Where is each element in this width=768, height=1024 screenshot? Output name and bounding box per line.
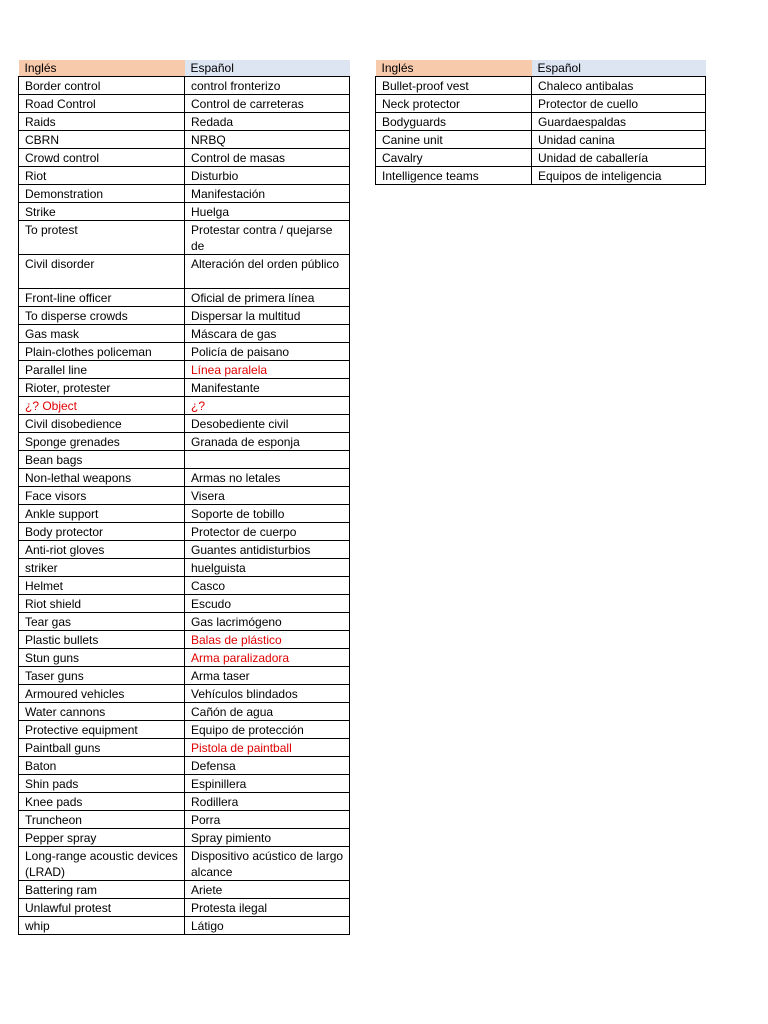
table-header <box>19 60 350 77</box>
english-term: Border control <box>19 77 185 95</box>
table-row <box>19 880 350 898</box>
english-term: Ankle support <box>19 504 185 522</box>
spanish-term: Vehículos blindados <box>185 684 350 702</box>
table-row <box>19 306 350 324</box>
english-term: Civil disobedience <box>19 414 185 432</box>
spanish-term: Rodillera <box>185 792 350 810</box>
spanish-term: Protesta ilegal <box>185 898 350 916</box>
table-row <box>19 558 350 576</box>
header-english: Inglés <box>376 60 532 77</box>
spanish-term: Policía de paisano <box>185 342 350 360</box>
spanish-term: Granada de esponja <box>185 432 350 450</box>
english-term: Road Control <box>19 95 185 113</box>
english-term: Armoured vehicles <box>19 684 185 702</box>
spanish-term: Soporte de tobillo <box>185 504 350 522</box>
spanish-term: Máscara de gas <box>185 324 350 342</box>
table-row <box>376 167 706 185</box>
table-row <box>19 828 350 846</box>
table-row <box>376 95 706 113</box>
spanish-term: Dispositivo acústico de largo alcance <box>185 846 350 880</box>
spanish-term: huelguista <box>185 558 350 576</box>
english-term: Helmet <box>19 576 185 594</box>
table-row <box>376 149 706 167</box>
table-row <box>19 288 350 306</box>
table-row <box>19 792 350 810</box>
english-term: Canine unit <box>376 131 532 149</box>
spanish-term: Redada <box>185 113 350 131</box>
table-row <box>19 131 350 149</box>
english-term: Anti-riot gloves <box>19 540 185 558</box>
spanish-term: Chaleco antibalas <box>532 77 706 95</box>
spanish-term: Cañón de agua <box>185 702 350 720</box>
english-term: Water cannons <box>19 702 185 720</box>
table-row <box>19 468 350 486</box>
english-term: Long-range acoustic devices (LRAD) <box>19 846 185 880</box>
header-english: Inglés <box>19 60 185 77</box>
spanish-term-highlighted: Arma paralizadora <box>185 648 350 666</box>
spanish-term: Látigo <box>185 916 350 934</box>
table-row <box>19 666 350 684</box>
table-row <box>19 414 350 432</box>
spanish-term: Manifestante <box>185 378 350 396</box>
english-term: To protest <box>19 221 185 255</box>
english-term: Strike <box>19 203 185 221</box>
spanish-term: Protector de cuello <box>532 95 706 113</box>
table-row <box>19 450 350 468</box>
english-term: Parallel line <box>19 360 185 378</box>
table-row <box>19 255 350 289</box>
table-row <box>19 612 350 630</box>
spanish-term: Protestar contra / quejarse de <box>185 221 350 255</box>
spanish-term: Spray pimiento <box>185 828 350 846</box>
spanish-term: Defensa <box>185 756 350 774</box>
english-term: Gas mask <box>19 324 185 342</box>
spanish-term: Escudo <box>185 594 350 612</box>
english-term: Pepper spray <box>19 828 185 846</box>
english-term: Knee pads <box>19 792 185 810</box>
spanish-term: Equipo de protección <box>185 720 350 738</box>
glossary-table-right <box>375 60 706 185</box>
table-row <box>19 360 350 378</box>
english-term: Crowd control <box>19 149 185 167</box>
spanish-term: Alteración del orden público <box>185 255 350 289</box>
english-term: CBRN <box>19 131 185 149</box>
table-row <box>19 95 350 113</box>
spanish-term: Visera <box>185 486 350 504</box>
english-term: Front-line officer <box>19 288 185 306</box>
english-term: Demonstration <box>19 185 185 203</box>
spanish-term: control fronterizo <box>185 77 350 95</box>
spanish-term-highlighted: ¿? <box>185 396 350 414</box>
english-term: Non-lethal weapons <box>19 468 185 486</box>
table-row <box>19 486 350 504</box>
table-row <box>19 540 350 558</box>
spanish-term: Guardaespaldas <box>532 113 706 131</box>
spanish-term: Manifestación <box>185 185 350 203</box>
spanish-term: Casco <box>185 576 350 594</box>
english-term: Face visors <box>19 486 185 504</box>
table-row <box>19 630 350 648</box>
english-term: Civil disorder <box>19 255 185 289</box>
table-row <box>19 576 350 594</box>
table-row <box>19 648 350 666</box>
table-row <box>19 221 350 255</box>
header-spanish: Español <box>185 60 350 77</box>
spanish-term: Control de carreteras <box>185 95 350 113</box>
table-row <box>19 203 350 221</box>
table-row <box>19 396 350 414</box>
english-term: Sponge grenades <box>19 432 185 450</box>
table-row <box>19 684 350 702</box>
english-term: Intelligence teams <box>376 167 532 185</box>
spanish-term: Equipos de inteligencia <box>532 167 706 185</box>
english-term: striker <box>19 558 185 576</box>
english-term: Bodyguards <box>376 113 532 131</box>
table-row <box>376 131 706 149</box>
spanish-term: Huelga <box>185 203 350 221</box>
english-term: Shin pads <box>19 774 185 792</box>
spanish-term-highlighted: Pistola de paintball <box>185 738 350 756</box>
spanish-term: Espinillera <box>185 774 350 792</box>
spanish-term: Control de masas <box>185 149 350 167</box>
english-term: Battering ram <box>19 880 185 898</box>
table-row <box>376 113 706 131</box>
table-row <box>19 720 350 738</box>
english-term: Rioter, protester <box>19 378 185 396</box>
english-term: Tear gas <box>19 612 185 630</box>
header-spanish: Español <box>532 60 706 77</box>
table-row <box>19 77 350 95</box>
table-row <box>19 504 350 522</box>
glossary-table-left <box>18 60 350 935</box>
table-row <box>19 898 350 916</box>
spanish-term: Porra <box>185 810 350 828</box>
table-row <box>19 522 350 540</box>
table-header <box>376 60 706 77</box>
spanish-term-highlighted: Línea paralela <box>185 360 350 378</box>
table-row <box>19 167 350 185</box>
english-term: To disperse crowds <box>19 306 185 324</box>
spanish-term: NRBQ <box>185 131 350 149</box>
spanish-term: Arma taser <box>185 666 350 684</box>
english-term: Plain-clothes policeman <box>19 342 185 360</box>
english-term: Raids <box>19 113 185 131</box>
english-term: Taser guns <box>19 666 185 684</box>
spanish-term-highlighted: Balas de plástico <box>185 630 350 648</box>
table-row <box>19 738 350 756</box>
table-row <box>19 149 350 167</box>
english-term: Riot shield <box>19 594 185 612</box>
spanish-term: Disturbio <box>185 167 350 185</box>
english-term: Paintball guns <box>19 738 185 756</box>
table-row <box>19 113 350 131</box>
spanish-term: Ariete <box>185 880 350 898</box>
table-row <box>19 774 350 792</box>
table-row <box>19 594 350 612</box>
english-term-highlighted: ¿? Object <box>19 396 185 414</box>
english-term: Cavalry <box>376 149 532 167</box>
spanish-term: Unidad canina <box>532 131 706 149</box>
table-row <box>19 846 350 880</box>
table-row <box>19 756 350 774</box>
english-term: Body protector <box>19 522 185 540</box>
english-term: Stun guns <box>19 648 185 666</box>
spanish-term: Protector de cuerpo <box>185 522 350 540</box>
english-term: Unlawful protest <box>19 898 185 916</box>
spanish-term: Dispersar la multitud <box>185 306 350 324</box>
english-term: Neck protector <box>376 95 532 113</box>
english-term: Protective equipment <box>19 720 185 738</box>
table-row <box>19 810 350 828</box>
english-term: Truncheon <box>19 810 185 828</box>
spanish-term: Oficial de primera línea <box>185 288 350 306</box>
table-row <box>19 185 350 203</box>
table-row <box>19 916 350 934</box>
table-row <box>19 702 350 720</box>
table-row <box>19 378 350 396</box>
english-term: Bullet-proof vest <box>376 77 532 95</box>
spanish-term: Guantes antidisturbios <box>185 540 350 558</box>
table-row <box>19 342 350 360</box>
english-term: whip <box>19 916 185 934</box>
spanish-term: Armas no letales <box>185 468 350 486</box>
english-term: Bean bags <box>19 450 185 468</box>
english-term: Plastic bullets <box>19 630 185 648</box>
table-row <box>19 324 350 342</box>
table-row <box>376 77 706 95</box>
spanish-term: Unidad de caballería <box>532 149 706 167</box>
spanish-term: Desobediente civil <box>185 414 350 432</box>
english-term: Riot <box>19 167 185 185</box>
spanish-term: Gas lacrimógeno <box>185 612 350 630</box>
table-row <box>19 432 350 450</box>
spanish-term <box>185 450 350 468</box>
english-term: Baton <box>19 756 185 774</box>
